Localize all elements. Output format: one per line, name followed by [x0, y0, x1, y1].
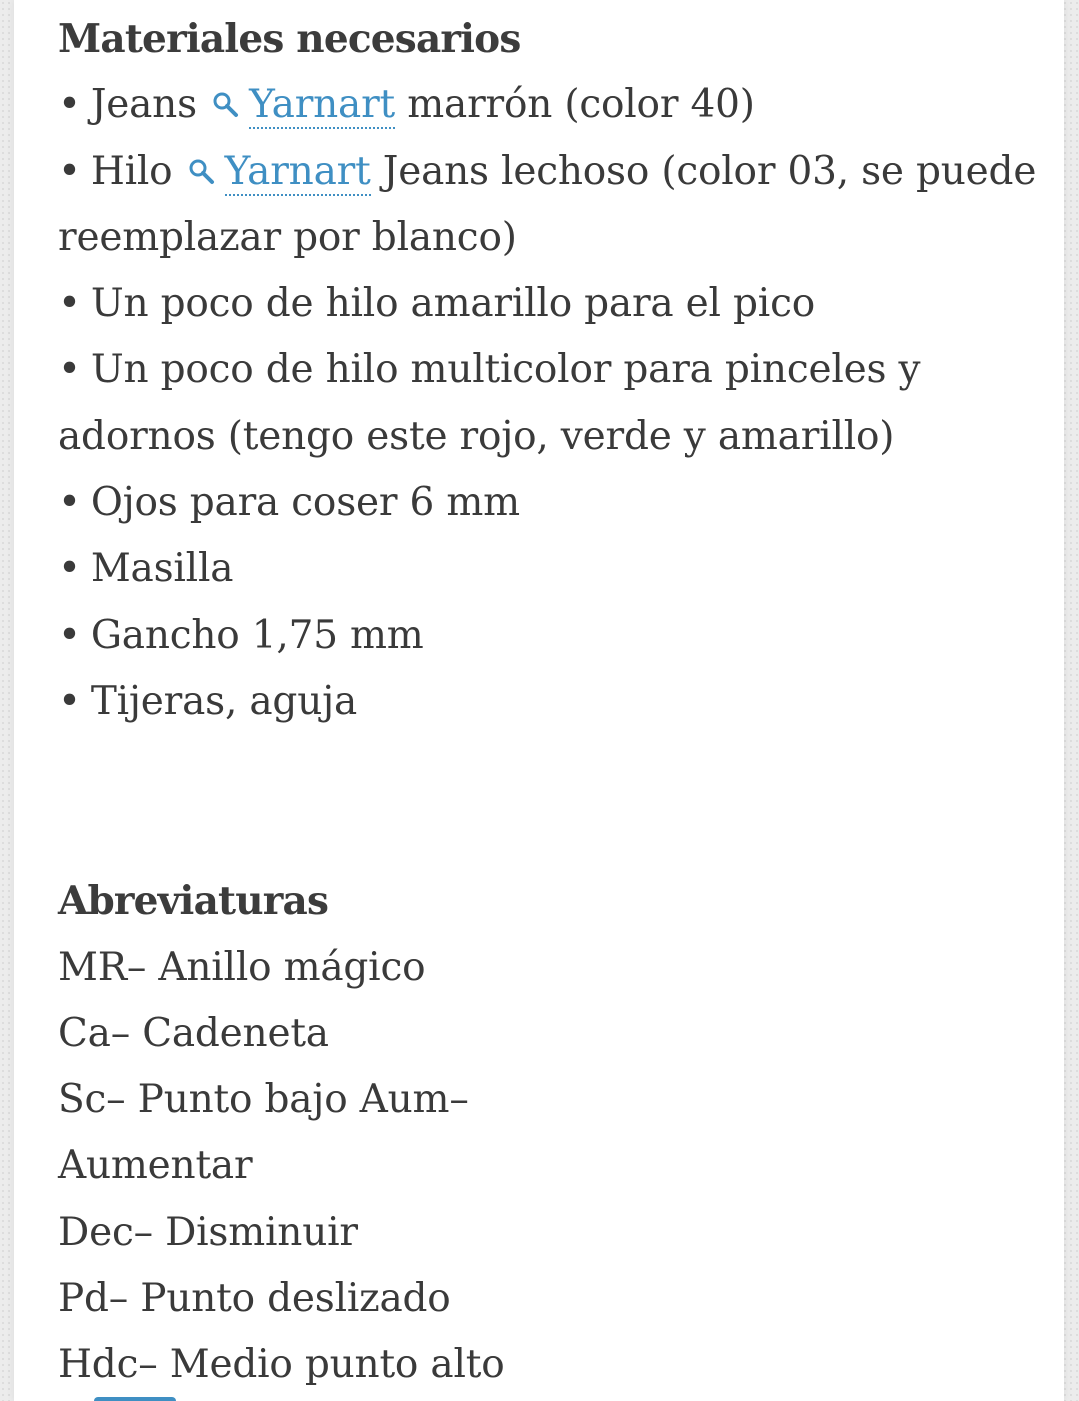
yarnart-link[interactable]: Yarnart: [224, 148, 371, 194]
list-item-text: Gancho 1,75 mm: [90, 612, 424, 658]
section-spacer: [58, 735, 1048, 868]
list-item-text: Tijeras, aguja: [90, 678, 358, 724]
bullet: •: [58, 347, 81, 393]
yarnart-link[interactable]: Yarnart: [249, 82, 396, 128]
list-item-text: marrón (color 40): [407, 82, 755, 128]
abbreviations-heading: Abreviaturas: [58, 878, 329, 925]
search-icon[interactable]: [187, 157, 217, 187]
bullet: •: [58, 281, 81, 327]
article-page: [14, 0, 1064, 1401]
abbreviation-line: Aumentar: [58, 1143, 253, 1189]
list-item: [58, 271, 1048, 337]
abbreviation-line: Hdc– Medio punto alto: [58, 1342, 505, 1388]
list-item: [58, 470, 1048, 536]
abbreviation-line: Sc– Punto bajo Aum–: [58, 1077, 469, 1123]
list-item: [58, 139, 1048, 272]
abbreviation-line: Ca– Cadeneta: [58, 1010, 329, 1056]
bullet: •: [58, 82, 81, 128]
materials-heading: Materiales necesarios: [58, 16, 521, 62]
list-item-text: Un poco de hilo amarillo para el pico: [90, 281, 815, 327]
bullet: •: [58, 546, 81, 592]
bullet: •: [58, 678, 81, 724]
list-item-text: Ojos para coser 6 mm: [90, 480, 520, 526]
bullet: •: [58, 148, 81, 194]
bullet: •: [58, 480, 81, 526]
list-item: [58, 536, 1048, 602]
list-item-text: Masilla: [90, 546, 234, 592]
article-content: [58, 6, 1048, 1399]
bottom-accent-bar: [94, 1397, 176, 1401]
bullet: •: [58, 612, 81, 658]
list-item: [58, 603, 1048, 669]
list-item-text: Un poco de hilo multicolor para pinceles y adornos (tengo este rojo, verde y amarillo): [58, 347, 921, 459]
search-icon[interactable]: [211, 90, 241, 120]
list-item: [58, 669, 1048, 735]
abbreviation-line: Dec– Disminuir: [58, 1209, 358, 1255]
list-item: [58, 337, 1048, 470]
abbreviation-line: MR– Anillo mágico: [58, 944, 426, 990]
list-item-text: Jeans lechoso (color 03, se puede reemplazar por blanco): [58, 148, 1037, 260]
list-item: [58, 72, 1048, 138]
abbreviation-line: Pd– Punto deslizado: [58, 1276, 451, 1322]
list-item-text: Hilo: [90, 148, 173, 194]
list-item-text: Jeans: [90, 82, 197, 128]
